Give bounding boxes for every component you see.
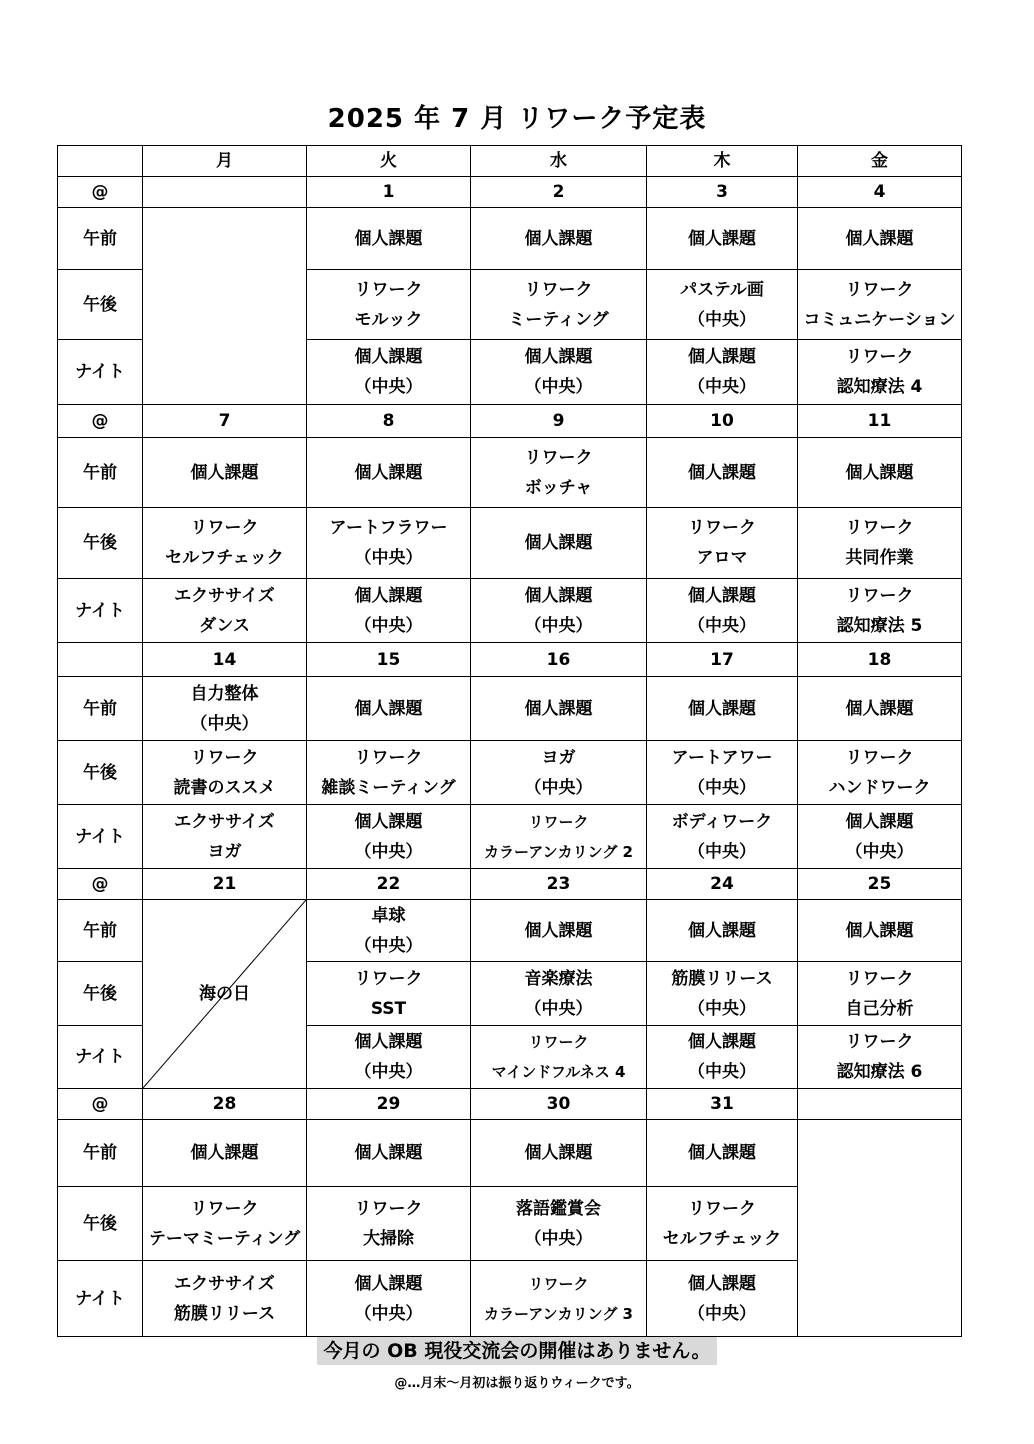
date-cell: 29 bbox=[307, 1089, 471, 1120]
date-row bbox=[58, 869, 962, 900]
slot-label-pm: 午後 bbox=[58, 508, 143, 579]
schedule-cell bbox=[647, 508, 798, 579]
activity-line: （中央） bbox=[688, 377, 756, 397]
activity-line: カラーアンカリング 3 bbox=[483, 1304, 633, 1323]
activity-line: 雑談ミーティング bbox=[321, 777, 456, 798]
activity-line: （中央） bbox=[354, 935, 423, 956]
slot-label-pm: 午後 bbox=[58, 1187, 143, 1261]
schedule-cell bbox=[647, 270, 798, 340]
activity-line: 個人課題 bbox=[354, 1273, 423, 1294]
activity-line: リワーク bbox=[190, 1198, 259, 1219]
activity-line: 音楽療法 bbox=[524, 968, 593, 989]
schedule-cell bbox=[471, 1120, 647, 1187]
schedule-cell bbox=[471, 438, 647, 508]
activity-line: （中央） bbox=[524, 777, 593, 798]
activity-line: ヨガ bbox=[541, 747, 576, 768]
activity-line: 個人課題 bbox=[354, 1032, 423, 1052]
activity-line: 大掃除 bbox=[363, 1228, 414, 1249]
activity-line: 個人課題 bbox=[190, 462, 259, 483]
activity-line: （中央） bbox=[354, 615, 423, 636]
activity-line: 個人課題 bbox=[354, 228, 423, 249]
slot-label-night: ナイト bbox=[58, 340, 143, 405]
schedule-cell bbox=[471, 900, 647, 962]
activity-line: リワーク bbox=[528, 1274, 589, 1293]
schedule-cell bbox=[647, 208, 798, 270]
schedule-cell bbox=[798, 340, 962, 405]
schedule-cell bbox=[471, 270, 647, 340]
schedule-cell bbox=[647, 677, 798, 741]
schedule-cell bbox=[307, 579, 471, 643]
activity-line: 個人課題 bbox=[354, 347, 423, 367]
date-row bbox=[58, 177, 962, 208]
activity-line: リワーク bbox=[354, 968, 423, 989]
activity-line: リワーク bbox=[845, 585, 914, 606]
schedule-cell bbox=[647, 1187, 798, 1261]
slot-label-pm: 午後 bbox=[58, 270, 143, 340]
activity-line: （中央） bbox=[354, 841, 423, 862]
activity-line: 個人課題 bbox=[354, 1143, 423, 1163]
activity-line: リワーク bbox=[845, 279, 914, 300]
date-cell bbox=[798, 1089, 962, 1120]
activity-line: セルフチェック bbox=[165, 548, 284, 568]
activity-line: エクササイズ bbox=[174, 1273, 275, 1294]
schedule-cell bbox=[307, 340, 471, 405]
schedule-cell bbox=[143, 677, 307, 741]
activity-line: 個人課題 bbox=[688, 1143, 756, 1163]
activity-line: リワーク bbox=[688, 1198, 756, 1219]
schedule-cell bbox=[647, 340, 798, 405]
schedule-cell bbox=[798, 270, 962, 340]
day-header-tue: 火 bbox=[307, 146, 471, 177]
activity-line: 筋膜リリース bbox=[671, 968, 773, 989]
activity-line: （中央） bbox=[524, 377, 593, 397]
date-cell: 4 bbox=[798, 177, 962, 208]
activity-line: 個人課題 bbox=[845, 462, 914, 483]
schedule-cell bbox=[307, 677, 471, 741]
schedule-cell bbox=[798, 438, 962, 508]
schedule-cell bbox=[471, 741, 647, 805]
activity-line: リワーク bbox=[190, 518, 259, 538]
activity-line: リワーク bbox=[354, 747, 423, 768]
activity-line: 個人課題 bbox=[354, 585, 423, 606]
date-cell: 17 bbox=[647, 643, 798, 677]
schedule-cell bbox=[647, 438, 798, 508]
schedule-cell bbox=[471, 677, 647, 741]
activity-line: ミーティング bbox=[508, 309, 609, 330]
date-cell bbox=[143, 177, 307, 208]
footnote: @…月末～月初は振り返りウィークです。 bbox=[394, 1376, 640, 1391]
empty-cell bbox=[143, 208, 307, 405]
pm-row bbox=[58, 741, 962, 805]
activity-line: 個人課題 bbox=[354, 811, 423, 832]
slot-label-pm: 午後 bbox=[58, 962, 143, 1026]
activity-line: 個人課題 bbox=[190, 1143, 259, 1163]
activity-line: リワーク bbox=[845, 518, 914, 538]
notice-container bbox=[0, 1337, 1034, 1365]
activity-line: アロマ bbox=[696, 548, 748, 568]
activity-line: 個人課題 bbox=[688, 1032, 756, 1052]
activity-line: 個人課題 bbox=[524, 347, 593, 367]
activity-line: 個人課題 bbox=[688, 462, 756, 483]
week-marker: @ bbox=[58, 177, 143, 208]
header-row bbox=[58, 146, 962, 177]
schedule-cell bbox=[471, 962, 647, 1026]
slot-label-night: ナイト bbox=[58, 805, 143, 869]
schedule-cell bbox=[471, 208, 647, 270]
night-row bbox=[58, 805, 962, 869]
activity-line: 個人課題 bbox=[688, 228, 756, 249]
week-marker: @ bbox=[58, 1089, 143, 1120]
week-marker bbox=[58, 643, 143, 677]
schedule-cell bbox=[307, 438, 471, 508]
activity-line: 個人課題 bbox=[845, 920, 914, 941]
date-cell: 15 bbox=[307, 643, 471, 677]
activity-line: （中央） bbox=[688, 1303, 756, 1324]
activity-line: （中央） bbox=[688, 1062, 756, 1082]
activity-line: 個人課題 bbox=[688, 698, 756, 719]
slot-label-am: 午前 bbox=[58, 438, 143, 508]
schedule-cell bbox=[307, 741, 471, 805]
schedule-cell bbox=[143, 579, 307, 643]
activity-line: リワーク bbox=[524, 279, 593, 300]
schedule-cell bbox=[307, 208, 471, 270]
schedule-cell bbox=[143, 805, 307, 869]
activity-line: リワーク bbox=[528, 812, 589, 831]
activity-line: ボッチャ bbox=[524, 477, 593, 498]
day-header-fri: 金 bbox=[798, 146, 962, 177]
schedule-cell bbox=[307, 900, 471, 962]
holiday-label: 海の日 bbox=[199, 984, 250, 1004]
activity-line: （中央） bbox=[688, 777, 756, 798]
activity-line: 認知療法 4 bbox=[836, 377, 923, 397]
activity-line: 個人課題 bbox=[524, 585, 593, 606]
schedule-cell bbox=[647, 579, 798, 643]
schedule-cell bbox=[798, 900, 962, 962]
activity-line: 筋膜リリース bbox=[173, 1303, 276, 1324]
date-cell: 9 bbox=[471, 405, 647, 438]
empty-cell bbox=[798, 1120, 962, 1337]
schedule-cell bbox=[798, 579, 962, 643]
date-cell: 30 bbox=[471, 1089, 647, 1120]
date-cell: 21 bbox=[143, 869, 307, 900]
schedule-cell bbox=[471, 1261, 647, 1337]
date-cell: 25 bbox=[798, 869, 962, 900]
activity-line: 自力整体 bbox=[190, 683, 259, 704]
date-cell: 8 bbox=[307, 405, 471, 438]
schedule-cell bbox=[798, 805, 962, 869]
activity-line: ヨガ bbox=[207, 841, 242, 862]
activity-line: テーマミーティング bbox=[148, 1228, 301, 1249]
activity-line: ボディワーク bbox=[671, 811, 773, 832]
schedule-cell bbox=[143, 1120, 307, 1187]
schedule-cell bbox=[647, 1261, 798, 1337]
schedule-cell bbox=[647, 1120, 798, 1187]
schedule-cell bbox=[647, 900, 798, 962]
date-cell: 31 bbox=[647, 1089, 798, 1120]
date-cell: 3 bbox=[647, 177, 798, 208]
activity-line: パステル画 bbox=[680, 279, 764, 300]
activity-line: 個人課題 bbox=[524, 920, 593, 941]
slot-label-night: ナイト bbox=[58, 579, 143, 643]
schedule-cell bbox=[798, 1026, 962, 1089]
activity-line: 認知療法 5 bbox=[836, 615, 923, 636]
activity-line: （中央） bbox=[688, 998, 756, 1019]
schedule-cell bbox=[307, 1261, 471, 1337]
activity-line: リワーク bbox=[845, 968, 914, 989]
activity-line: 卓球 bbox=[371, 905, 406, 926]
activity-line: モルック bbox=[354, 309, 423, 330]
am-row bbox=[58, 208, 962, 270]
am-row bbox=[58, 1120, 962, 1187]
slot-label-pm: 午後 bbox=[58, 741, 143, 805]
header-corner bbox=[58, 146, 143, 177]
activity-line: 個人課題 bbox=[524, 533, 593, 553]
activity-line: 個人課題 bbox=[845, 698, 914, 719]
pm-row bbox=[58, 508, 962, 579]
activity-line: （中央） bbox=[190, 713, 259, 734]
schedule-cell bbox=[647, 1026, 798, 1089]
night-row bbox=[58, 579, 962, 643]
date-cell: 18 bbox=[798, 643, 962, 677]
schedule-table bbox=[57, 145, 962, 1337]
date-cell: 22 bbox=[307, 869, 471, 900]
activity-line: 個人課題 bbox=[845, 228, 914, 249]
activity-line: （中央） bbox=[688, 841, 756, 862]
activity-line: カラーアンカリング 2 bbox=[483, 842, 633, 861]
activity-line: アートアワー bbox=[671, 747, 773, 768]
activity-line: 自己分析 bbox=[845, 998, 914, 1019]
activity-line: リワーク bbox=[845, 1032, 914, 1052]
slot-label-night: ナイト bbox=[58, 1261, 143, 1337]
date-cell: 1 bbox=[307, 177, 471, 208]
date-cell: 28 bbox=[143, 1089, 307, 1120]
activity-line: （中央） bbox=[688, 615, 756, 636]
activity-line: 個人課題 bbox=[688, 1273, 756, 1294]
date-row bbox=[58, 405, 962, 438]
schedule-cell bbox=[647, 962, 798, 1026]
slot-label-am: 午前 bbox=[58, 677, 143, 741]
activity-line: リワーク bbox=[190, 747, 259, 768]
activity-line: （中央） bbox=[688, 309, 756, 330]
schedule-cell bbox=[307, 1187, 471, 1261]
activity-line: ハンドワーク bbox=[828, 777, 931, 798]
schedule-cell bbox=[798, 962, 962, 1026]
schedule-cell bbox=[143, 1261, 307, 1337]
activity-line: （中央） bbox=[354, 548, 423, 568]
notice-banner: 今月の OB 現役交流会の開催はありません。 bbox=[317, 1337, 716, 1365]
schedule-cell bbox=[143, 508, 307, 579]
schedule-cell bbox=[471, 579, 647, 643]
activity-line: （中央） bbox=[845, 841, 914, 862]
week-marker: @ bbox=[58, 869, 143, 900]
activity-line: ダンス bbox=[199, 615, 250, 636]
holiday-cell bbox=[143, 900, 307, 1089]
activity-line: 個人課題 bbox=[524, 1143, 593, 1163]
activity-line: 共同作業 bbox=[845, 548, 914, 568]
activity-line: リワーク bbox=[845, 747, 914, 768]
activity-line: SST bbox=[370, 998, 407, 1019]
schedule-cell bbox=[471, 805, 647, 869]
activity-line: セルフチェック bbox=[662, 1228, 782, 1249]
schedule-cell bbox=[471, 1026, 647, 1089]
date-row bbox=[58, 643, 962, 677]
activity-line: アートフラワー bbox=[329, 518, 448, 538]
schedule-cell bbox=[647, 741, 798, 805]
date-cell: 16 bbox=[471, 643, 647, 677]
activity-line: 個人課題 bbox=[524, 228, 593, 249]
am-row bbox=[58, 438, 962, 508]
activity-line: エクササイズ bbox=[174, 811, 275, 832]
activity-line: リワーク bbox=[524, 447, 593, 468]
activity-line: リワーク bbox=[354, 1198, 423, 1219]
schedule-cell bbox=[471, 340, 647, 405]
schedule-cell bbox=[798, 741, 962, 805]
activity-line: （中央） bbox=[524, 615, 593, 636]
schedule-cell bbox=[143, 438, 307, 508]
activity-line: （中央） bbox=[354, 1062, 423, 1082]
activity-line: リワーク bbox=[354, 279, 423, 300]
activity-line: リワーク bbox=[528, 1033, 589, 1051]
am-row bbox=[58, 900, 962, 962]
page-title: 2025 年 7 月 リワーク予定表 bbox=[327, 104, 707, 134]
date-cell: 11 bbox=[798, 405, 962, 438]
schedule-cell bbox=[798, 208, 962, 270]
schedule-cell bbox=[471, 508, 647, 579]
week-marker: @ bbox=[58, 405, 143, 438]
activity-line: マインドフルネス 4 bbox=[491, 1063, 626, 1081]
day-header-mon: 月 bbox=[143, 146, 307, 177]
activity-line: リワーク bbox=[688, 518, 756, 538]
schedule-cell bbox=[307, 270, 471, 340]
activity-line: 個人課題 bbox=[354, 698, 423, 719]
activity-line: 個人課題 bbox=[688, 347, 756, 367]
activity-line: コミュニケーション bbox=[803, 309, 956, 330]
activity-line: （中央） bbox=[524, 998, 593, 1019]
slot-label-am: 午前 bbox=[58, 1120, 143, 1187]
activity-line: 落語鑑賞会 bbox=[516, 1198, 601, 1219]
activity-line: 認知療法 6 bbox=[836, 1062, 923, 1082]
date-cell: 2 bbox=[471, 177, 647, 208]
am-row bbox=[58, 677, 962, 741]
schedule-cell bbox=[307, 1026, 471, 1089]
schedule-cell bbox=[143, 741, 307, 805]
schedule-cell bbox=[307, 805, 471, 869]
schedule-cell bbox=[647, 805, 798, 869]
schedule-cell bbox=[471, 1187, 647, 1261]
activity-line: リワーク bbox=[845, 347, 914, 367]
activity-line: 個人課題 bbox=[688, 920, 756, 941]
date-cell: 7 bbox=[143, 405, 307, 438]
activity-line: （中央） bbox=[524, 1228, 593, 1249]
activity-line: （中央） bbox=[354, 1303, 423, 1324]
date-cell: 23 bbox=[471, 869, 647, 900]
date-cell: 24 bbox=[647, 869, 798, 900]
activity-line: 読書のススメ bbox=[173, 777, 276, 798]
slot-label-am: 午前 bbox=[58, 900, 143, 962]
date-cell: 10 bbox=[647, 405, 798, 438]
schedule-cell bbox=[307, 962, 471, 1026]
activity-line: 個人課題 bbox=[688, 585, 756, 606]
date-row bbox=[58, 1089, 962, 1120]
day-header-thu: 木 bbox=[647, 146, 798, 177]
schedule-cell bbox=[307, 1120, 471, 1187]
date-cell: 14 bbox=[143, 643, 307, 677]
activity-line: 個人課題 bbox=[845, 811, 914, 832]
schedule-cell bbox=[798, 677, 962, 741]
activity-line: 個人課題 bbox=[524, 698, 593, 719]
activity-line: （中央） bbox=[354, 377, 423, 397]
schedule-cell bbox=[307, 508, 471, 579]
activity-line: エクササイズ bbox=[174, 585, 275, 606]
activity-line: 個人課題 bbox=[354, 462, 423, 483]
slot-label-night: ナイト bbox=[58, 1026, 143, 1089]
slot-label-am: 午前 bbox=[58, 208, 143, 270]
schedule-cell bbox=[143, 1187, 307, 1261]
day-header-wed: 水 bbox=[471, 146, 647, 177]
schedule-cell bbox=[798, 508, 962, 579]
